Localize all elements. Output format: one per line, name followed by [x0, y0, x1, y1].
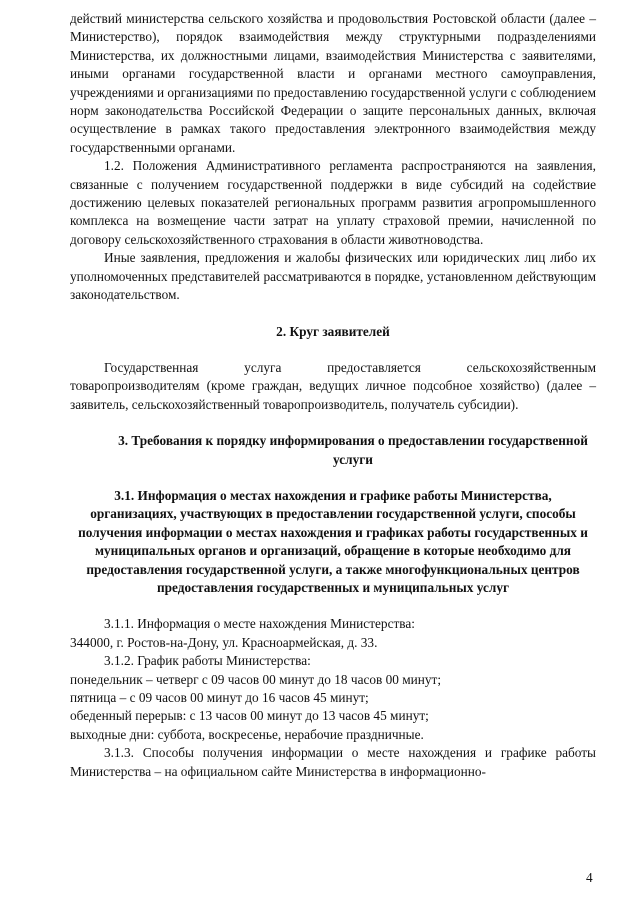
- line-schedule-mon-thu: понедельник – четверг с 09 часов 00 минут до 18 часов 00 минут;: [70, 671, 442, 687]
- paragraph-1-2: 1.2. Положения Административного регламента распространяются на заявления, связанные с получением государственной поддержки в виде субсидий на содействие достижению целевых показателей региональных программ развития агропромышленного комплекса на возмещение части затрат на уплату страховой премии, начисленной по договору сельскохозяйственного страхования в области животноводства.: [70, 158, 596, 247]
- line-3-1-1: 3.1.1. Информация о месте нахождения Министерства:: [104, 616, 415, 632]
- heading-section-3: 3. Требования к порядку информирования о предоставлении государственной услуги: [118, 433, 588, 467]
- spacer: [70, 414, 596, 432]
- line-3-1-2: 3.1.2. График работы Министерства:: [104, 653, 311, 669]
- line-address: 344000, г. Ростов-на-Дону, ул. Красноармейская, д. 33.: [70, 634, 378, 650]
- document-page: [70, 10, 596, 781]
- spacer: [70, 469, 596, 487]
- paragraph-intro: действий министерства сельского хозяйства и продовольствия Ростовской области (далее – Министерство), порядок взаимодействия между структурными подразделениями Министерства, их должностными лицами, взаимодействия Министерства с заявителями, иными органами государственной власти и органами местного самоуправления, учреждениями и организациями по предоставлению государственной услуги с соблюдением норм законодательства Российской Федерации о защите персональных данных, включая осуществление в рамках такого предоставления электронного взаимодействия между государственными органами.: [70, 11, 596, 155]
- heading-section-2: 2. Круг заявителей: [276, 323, 390, 339]
- line-schedule-fri: пятница – с 09 часов 00 минут до 16 часов 45 минут;: [70, 690, 369, 705]
- paragraph-other-requests: Иные заявления, предложения и жалобы физических или юридических лиц либо их уполномоченных представителей рассматриваются в порядке, установленном действующим законодательством.: [70, 250, 596, 303]
- line-schedule-lunch: обеденный перерыв: с 13 часов 00 минут до 13 часов 45 минут;: [70, 708, 429, 724]
- heading-section-3-1: 3.1. Информация о местах нахождения и графике работы Министерства, организациях, участвующих в предоставлении государственной услуги, способы получения информации о местах нахождения и графиках работы государственных и муниципальных органов и организаций, обращение в которые необходимо для предоставления государственной услуги, а также многофункциональных центров предоставления государственных и муниципальных услуг: [78, 487, 588, 595]
- spacer: [70, 341, 596, 359]
- paragraph-section-2: Государственная услуга предоставляется сельскохозяйственным товаропроизводителям (кроме граждан, ведущих личное подсобное хозяйство) (далее – заявитель, сельскохозяйственный товаропроизводитель, получатель субсидии).: [70, 359, 596, 412]
- page-number: 4: [586, 870, 593, 885]
- paragraph-3-1-3: 3.1.3. Способы получения информации о месте нахождения и графике работы Министерства – на официальном сайте Министерства в информационно-: [70, 745, 596, 779]
- line-schedule-weekend: выходные дни: суббота, воскресенье, нерабочие праздничные.: [70, 726, 424, 742]
- spacer: [70, 597, 596, 615]
- spacer: [70, 305, 596, 323]
